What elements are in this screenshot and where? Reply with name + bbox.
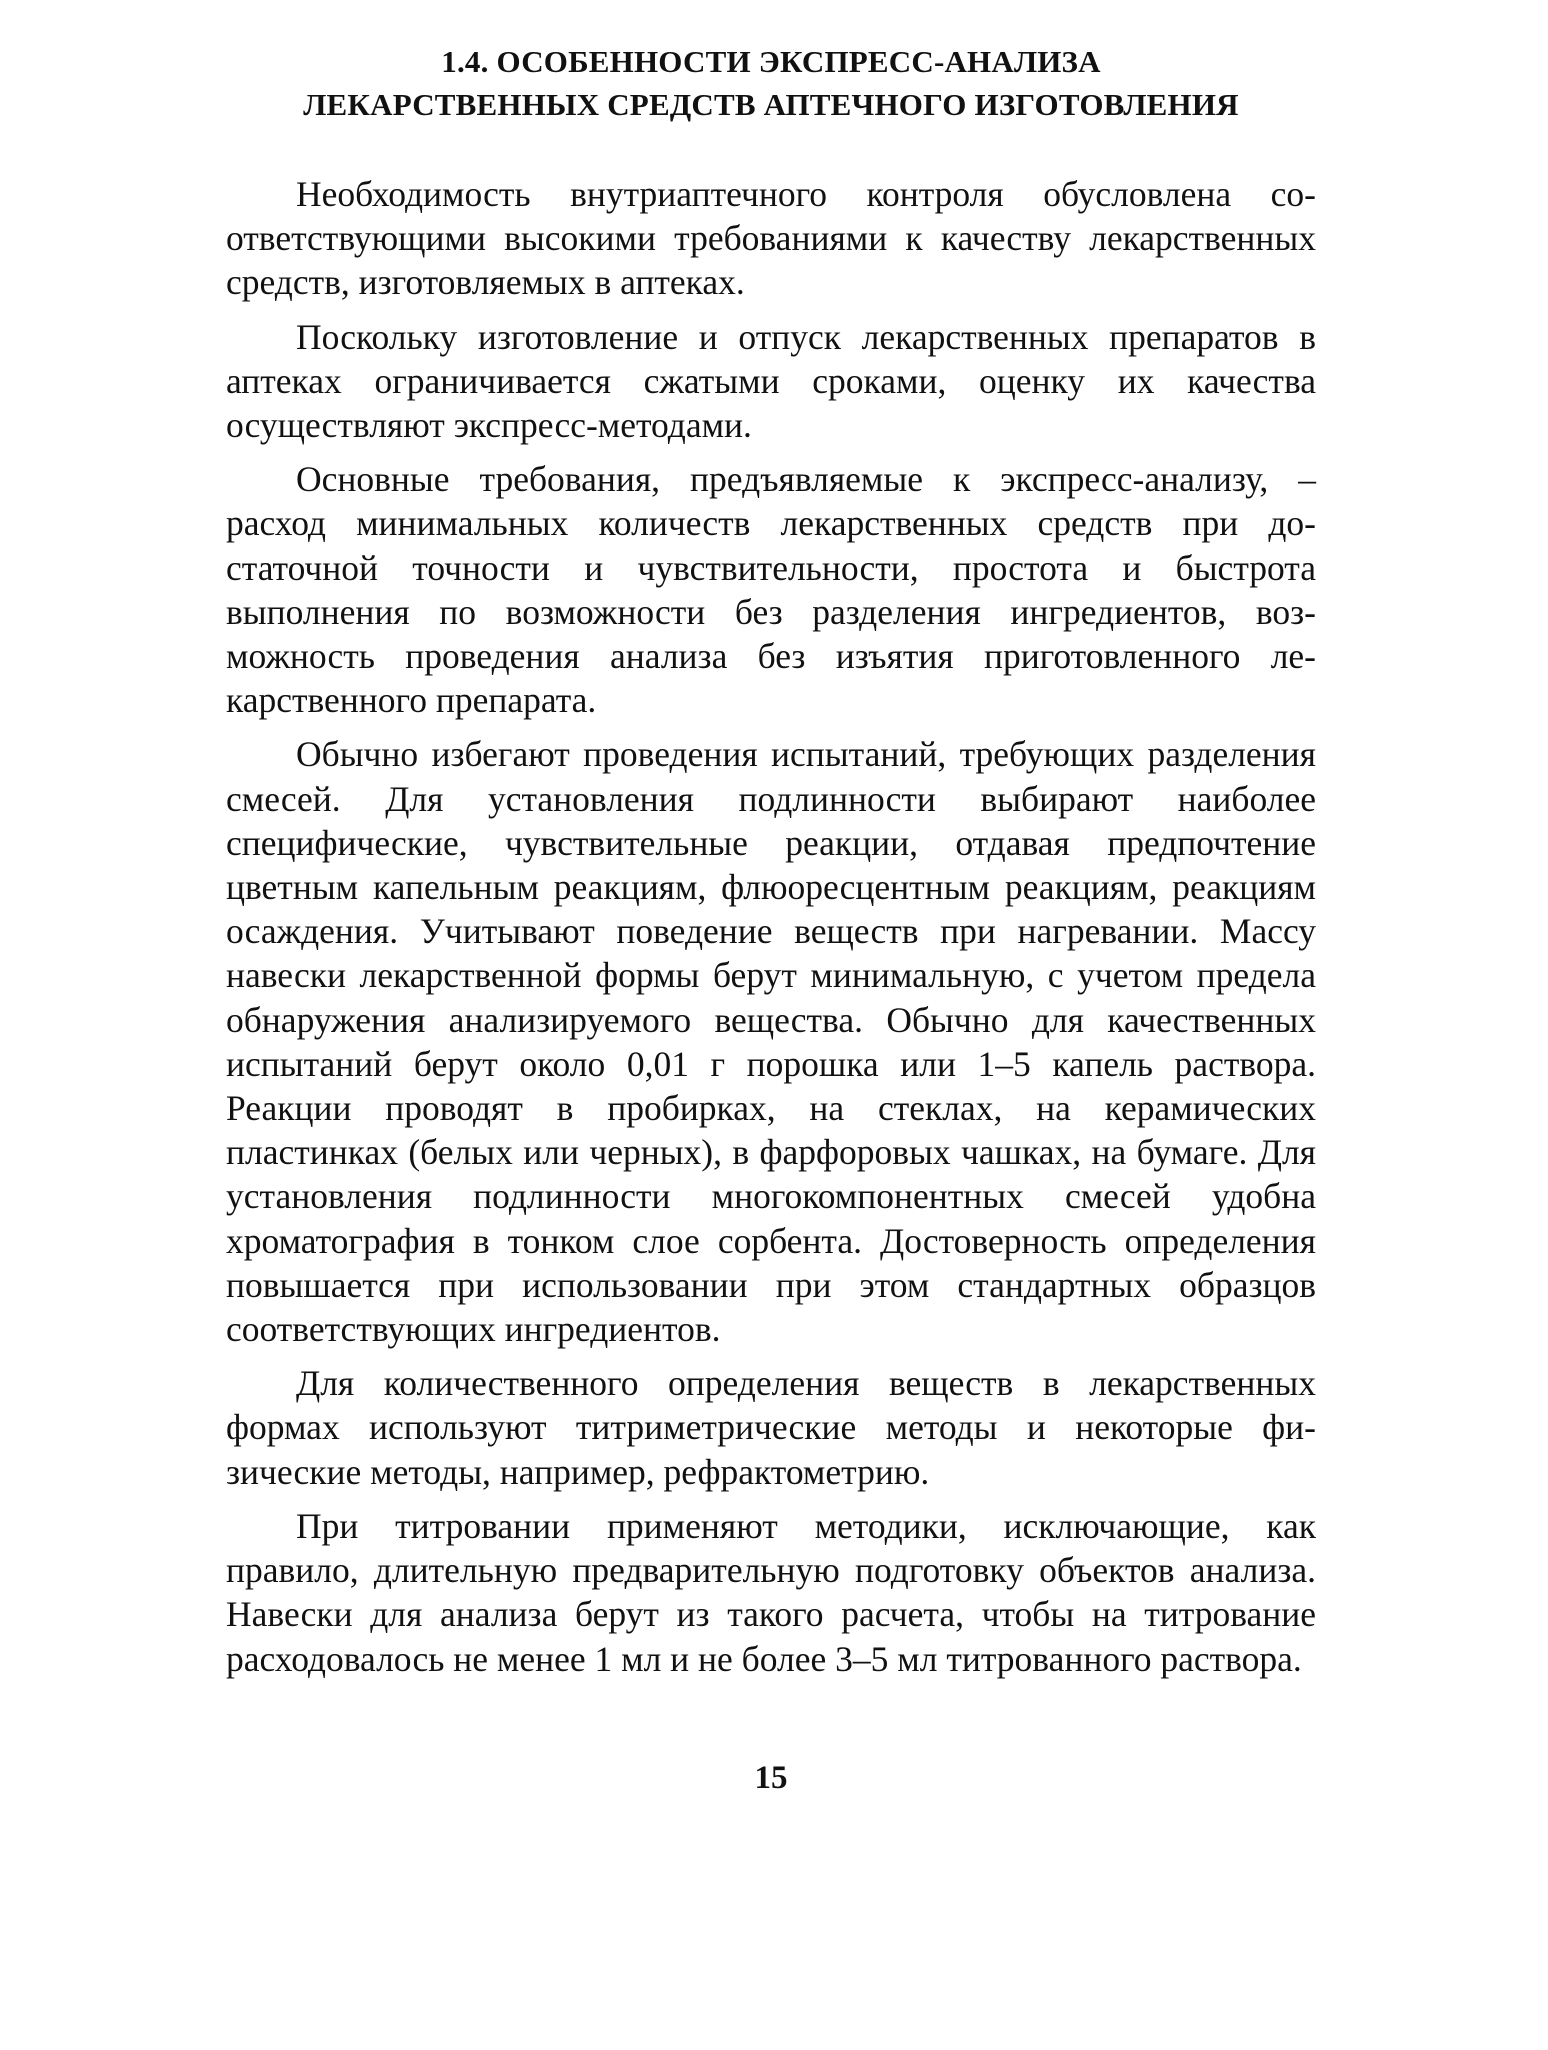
section-heading-line-1: 1.4. ОСОБЕННОСТИ ЭКСПРЕСС-АНАЛИЗА [441,44,1101,79]
paragraph-express-methods: Поскольку изготовление и отпуск лекарственных препаратов в аптеках ограничивается сжатыми сроками, оценку их качества осуществляют экспресс-методами. [226,316,1316,446]
paragraph-titration: При титровании применяют методики, исключающие, как правило, длительную предварительную подготовку объектов анализа. Навески для анализа берут из такого расчета, чтобы на титрование расходовалось не менее 1 мл и не более 3–5 мл титрованного раствора. [226,1505,1316,1679]
section-heading-line-2: ЛЕКАРСТВЕННЫХ СРЕДСТВ АПТЕЧНОГО ИЗГОТОВЛЕНИЯ [303,87,1239,122]
paragraph-quality-control: Необходимость внутриаптечного контроля обусловлена соответствующими высокими требованиями к качеству лекарственных средств, изготовляемых в аптеках. [226,174,1316,303]
section-heading [226,40,1316,126]
paragraph-quantitative: Для количественного определения веществ в лекарственных формах используют титриметрические методы и некоторые физические методы, например, рефрактометрию. [226,1363,1316,1492]
paragraph-requirements: Основные требования, предъявляемые к экспресс-анализу, – расход минимальных количеств лекарственных средств при достаточной точности и чувствительности, простота и быстрота выполнения по возможности без разделения ингредиентов, возможность проведения анализа без изъятия приготовленного лекарственного препарата. [226,459,1316,721]
paragraph-identification: Обычно избегают проведения испытаний, требующих разделения смесей. Для установления подлинности выбирают наиболее специфические, чувствительные реакции, отдавая предпочтение цветным капельным реакциям, флюоресцентным реакциям, реакциям осаждения. Учитывают поведение веществ при нагревании. Массу навески лекарственной формы берут минимальную, с учетом предела обнаружения анализируемого вещества. Обычно для качественных испытаний берут около 0,01 г порошка или 1–5 капель раствора. Реакции проводят в пробирках, на стеклах, на керамических пластинках (белых или черных), в фарфоровых чашках, на бумаге. Для установления подлинности многокомпонентных смесей удобна хроматография в тонком слое сорбента. Достоверность определения повышается при использовании при этом стандартных образцов соответствующих ингредиентов. [226,734,1316,1350]
document-page [226,40,1316,1796]
page-number: 15 [754,1760,788,1796]
